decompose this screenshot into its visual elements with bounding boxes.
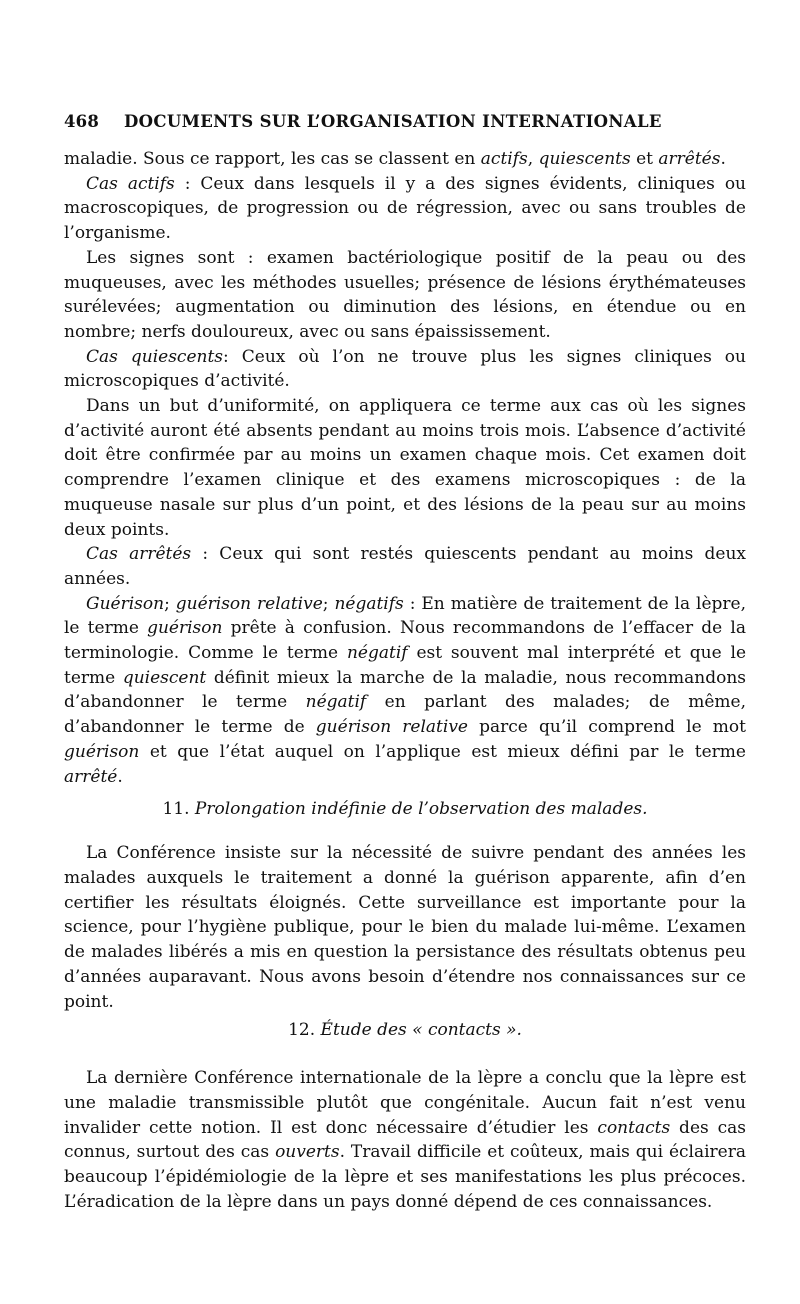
term-cas-arretes: Cas arrêtés [86, 544, 192, 565]
running-header [64, 112, 746, 131]
paragraph-signes: Les signes sont : examen bactériologique positif de la peau ou des muqueuses, avec les méthodes usuelles; présence de lésions érythémateuses surélevées; augmentation ou diminution des lésions, en étendue ou en nombre; nerfs douloureux, avec ou sans épaississement. [64, 247, 746, 342]
term-cas-quiescents: Cas quiescents [86, 346, 224, 367]
paragraph-cas-arretes: Cas arrêtés : Ceux qui sont restés quiescents pendant au moins deux années. [64, 544, 746, 589]
paragraph-uniformite: Dans un but d’uniformité, on appliquera ce terme aux cas où les signes d’activité auront été absents pendant au moins trois mois. L’absence d’activité doit être confirmée par au moins un examen chaque mois. Cet examen doit comprendre l’examen clinique et des examens microscopiques : de la muqueuse nasale sur plus d’un point, et des lésions de la peau sur au moins deux points. [64, 396, 746, 540]
paragraph-cas-quiescents: Cas quiescents: Ceux où l’on ne trouve plus les signes cliniques ou microscopiques d’activité. [64, 346, 746, 392]
paragraph-contacts: La dernière Conférence internationale de la lèpre a conclu que la lèpre est une maladie transmissible plutôt que congénitale. Aucun fait n’est venu invalider cette notion. Il est donc nécessaire d’étudier les contacts des cas connus, surtout des cas ouverts. Travail difficile et coûteux, mais qui éclairera beaucoup l’épidémiologie de la lèpre et ses manifestations les plus précoces. L’éradication de la lèpre dans un pays donné dépend de ces connaissances. [64, 1068, 747, 1212]
term-cas-actifs: Cas actifs [86, 173, 175, 194]
paragraph-guerison: Guérison; guérison relative; négatifs : En matière de traitement de la lèpre, le terme guérison prête à confusion. Nous recommandons de l’effacer de la terminologie. Comme le terme négatif est souvent mal interprété et que le terme quiescent définit mieux la marche de la maladie, nous recommandons d’abandonner le terme négatif en parlant des malades; de même, d’abandonner le terme de guérison relative parce qu’il comprend le mot guérison et que l’état auquel on l’applique est mieux défini par le terme arrêté. [64, 593, 747, 787]
page-number: 468 [64, 112, 100, 131]
paragraph-cas-actifs: Cas actifs : Ceux dans lesquels il y a des signes évidents, cliniques ou macroscopiques, de progression ou de régression, avec ou sans troubles de l’organisme. [64, 173, 747, 244]
paragraph-classification: maladie. Sous ce rapport, les cas se classent en actifs, quiescents et arrêtés. [64, 149, 726, 169]
document-page [64, 112, 746, 1214]
paragraph-observation: La Conférence insiste sur la nécessité de suivre pendant des années les malades auxquels le traitement a donné la guérison apparente, afin d’en certifier les résultats éloignés. Cette surveillance est importante pour la science, pour l’hygiène publique, pour le bien du malade lui-même. L’examen de malades libérés a mis en question la persistance des résultats obtenus peu d’années auparavant. Nous avons besoin d’étendre nos connaissances sur ce point. [64, 843, 746, 1012]
section-heading-11: 11. Prolongation indéfinie de l’observation des malades. [162, 799, 648, 820]
section-heading-12: 12. Étude des « contacts ». [288, 1020, 522, 1041]
running-title: DOCUMENTS SUR L’ORGANISATION INTERNATIONALE [124, 112, 662, 131]
